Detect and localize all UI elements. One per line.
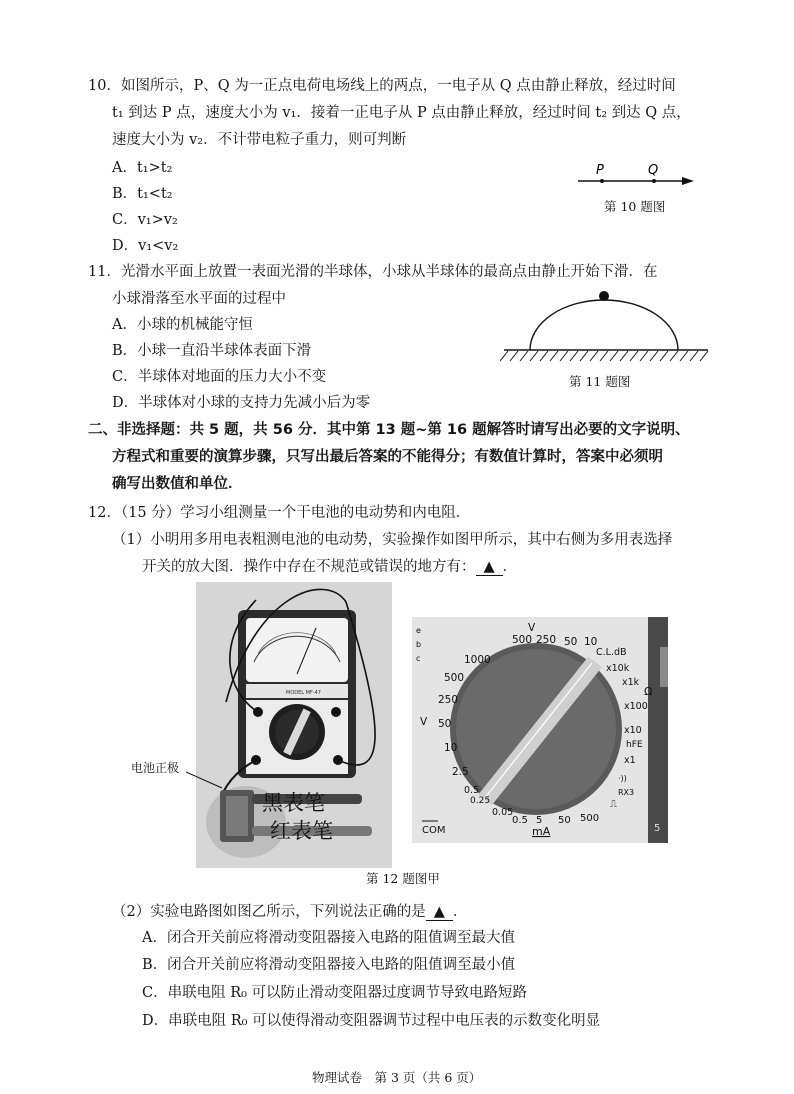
q10-option-c: C．v₁>v₂ (112, 212, 178, 228)
q12-p2-option-c: C．串联电阻 R₀ 可以防止滑动变阻器过度调节导致电路短路 (142, 985, 528, 1001)
model-label: MODEL MF-47 (286, 690, 321, 696)
dial-ma-label: mA (532, 825, 551, 838)
q12-part2-text: （2）实验电路图如图乙所示，下列说法正确的是 (112, 904, 426, 920)
q12-part1-line1: （1）小明用多用电表粗测电池的电动势，实验操作如图甲所示，其中右侧为多用表选择 (112, 532, 673, 548)
q11-option-d: D．半球体对小球的支持力先减小后为零 (112, 395, 371, 411)
battery-positive-label: 电池正极 (131, 761, 180, 775)
battery-label-leader (186, 768, 226, 792)
dial-ohm: Ω (644, 685, 653, 698)
side-letter-b: b (416, 640, 422, 649)
dial-cldb: C.L.dB (596, 647, 627, 658)
dial-hfe: hFE (626, 740, 643, 750)
q10-option-b: B．t₁<t₂ (112, 186, 173, 202)
dial-lv50: 50 (438, 718, 452, 730)
q11-option-a: A．小球的机械能守恒 (112, 317, 253, 333)
q11-hemisphere-figure (500, 285, 712, 365)
dial-x10: x10 (624, 725, 642, 736)
dial-ma50: 50 (558, 815, 571, 826)
q12-p2-option-b: B．闭合开关前应将滑动变阻器接入电路的阻值调至最小值 (142, 957, 516, 973)
q10-stem-line2: t₁ 到达 P 点，速度大小为 v₁．接着一正电子从 P 点由静止释放，经过时间 t₂ 到达 Q 点， (112, 105, 691, 121)
q10-figure-caption: 第 10 题图 (604, 199, 666, 214)
corner-mark: 5 (654, 823, 661, 834)
dial-v10: 10 (584, 636, 598, 648)
point-q-label: Q (648, 163, 659, 178)
side-letter-e: e (416, 626, 421, 635)
section2-line2: 方程式和重要的演算步骤，只写出最后答案的不能得分；有数值计算时，答案中必须明 (112, 449, 663, 465)
q12-stem: 12．（15 分）学习小组测量一个干电池的电动势和内电阻． (88, 505, 471, 521)
dial-v-left: V (420, 716, 428, 728)
q12-part2-line: （2）实验电路图如图乙所示，下列说法正确的是 ▲ ． (112, 904, 468, 920)
dial-v250: 250 (536, 634, 557, 646)
dial-lv500: 500 (444, 672, 465, 684)
dial-ma0.5: 0.5 (512, 815, 528, 826)
q10-option-a: A．t₁>t₂ (112, 160, 173, 176)
section2-line3: 确写出数值和单位． (112, 476, 243, 492)
q11-option-c: C．半球体对地面的压力大小不变 (112, 369, 327, 385)
side-letter-c: c (416, 654, 421, 663)
q11-figure-caption: 第 11 题图 (569, 374, 631, 389)
dial-x10k: x10k (606, 663, 630, 674)
dial-x1k: x1k (622, 677, 640, 688)
dial-lv0.25: 0.25 (470, 796, 491, 806)
dial-lv10: 10 (444, 742, 458, 754)
dial-v-top: V (528, 622, 536, 634)
selector-dial-photo (412, 617, 668, 843)
q10-option-d: D．v₁<v₂ (112, 238, 179, 254)
dial-x100: x100 (624, 701, 648, 712)
dial-lv250: 250 (438, 694, 459, 706)
dial-x1: x1 (624, 755, 636, 766)
pulse-icon: ⎍ (610, 799, 617, 810)
dial-lv2.5: 2.5 (452, 766, 469, 778)
ball-icon (599, 291, 609, 301)
q10-stem-line1: 10．如图所示，P、Q 为一正点电荷电场线上的两点，一电子从 Q 点由静止释放，经过时间 (88, 78, 676, 94)
q11-stem-line1: 11．光滑水平面上放置一表面光滑的半球体，小球从半球体的最高点由静止开始下滑．在 (88, 264, 658, 280)
dial-lv1000: 1000 (464, 654, 491, 666)
q12-part1-text: 开关的放大图．操作中存在不规范或错误的地方有： (142, 559, 476, 575)
buzzer-icon: ·)) (618, 774, 627, 783)
q12-p2-option-a: A．闭合开关前应将滑动变阻器接入电路的阻值调至最大值 (142, 930, 515, 946)
red-probe-label: 红表笔 (270, 819, 333, 843)
q12-p2-option-d: D．串联电阻 R₀ 可以使得滑动变阻器调节过程中电压表的示数变化明显 (142, 1013, 601, 1029)
dial-ma5: 5 (536, 815, 543, 826)
dial-com: COM (422, 825, 446, 836)
q10-field-line-figure (570, 160, 700, 196)
section2-line1: 二、非选择题：共 5 题，共 56 分．其中第 13 题~第 16 题解答时请写出必要的文字说明、 (88, 422, 690, 438)
dial-ma500: 500 (580, 813, 600, 824)
point-p-label: P (596, 163, 604, 178)
dial-ma0.05: 0.05 (492, 807, 514, 818)
dial-v50: 50 (564, 636, 578, 648)
q10-stem-line3: 速度大小为 v₂．不计带电粒子重力，则可判断 (112, 132, 407, 148)
q11-option-b: B．小球一直沿半球体表面下滑 (112, 343, 312, 359)
black-probe-label: 黑表笔 (262, 791, 325, 815)
dial-lv0.5: 0.5 (464, 785, 480, 796)
answer-blank-2[interactable]: ▲ (426, 904, 453, 921)
dial-v500: 500 (512, 634, 533, 646)
q12-part1-line2: 开关的放大图．操作中存在不规范或错误的地方有： ▲ ． (142, 559, 518, 575)
q12-figure-caption: 第 12 题图甲 (366, 871, 440, 886)
page-footer: 物理试卷 第 3 页（共 6 页） (312, 1070, 482, 1085)
answer-blank[interactable]: ▲ (476, 559, 503, 576)
multimeter-photo (196, 582, 392, 868)
dial-rx3: RX3 (618, 788, 635, 797)
q11-stem-line2: 小球滑落至水平面的过程中 (112, 291, 286, 307)
